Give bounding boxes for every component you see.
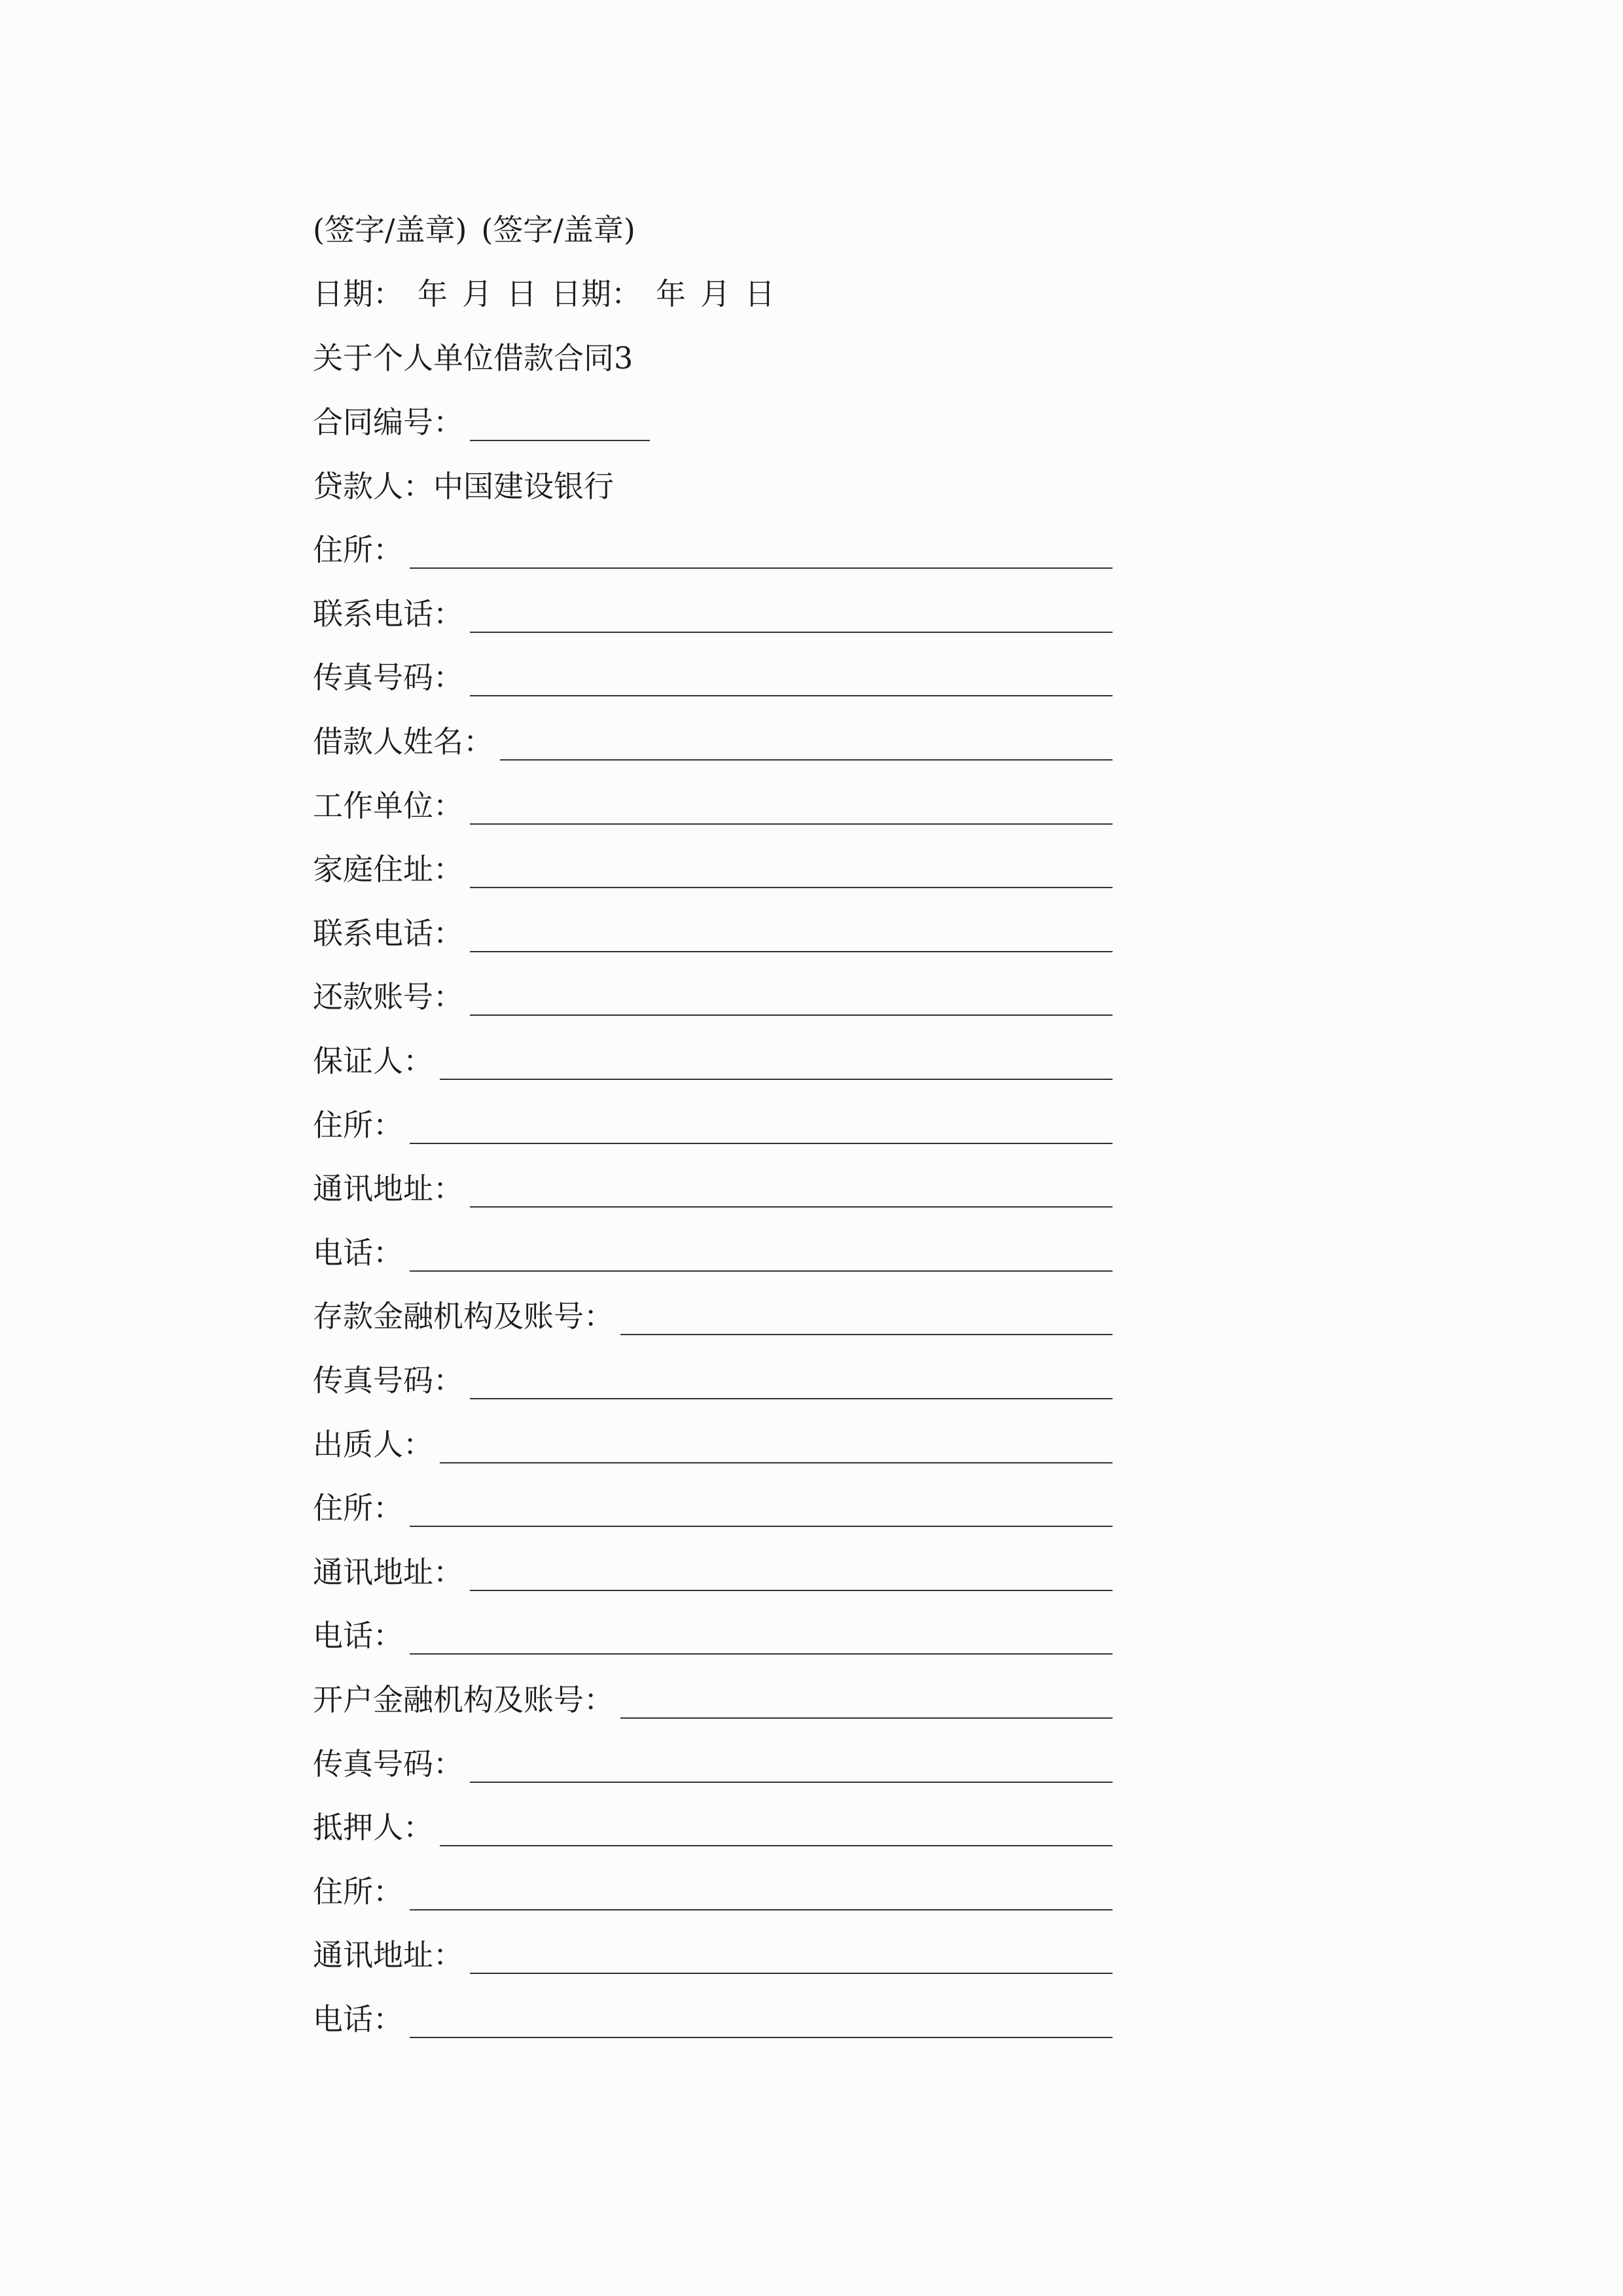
fill-in-blank[interactable] [620, 1717, 1113, 1719]
date-year-left: 年 [418, 276, 448, 312]
fill-in-blank[interactable] [470, 1397, 1113, 1399]
field-label: 出质人： [313, 1427, 433, 1462]
fill-in-blank[interactable] [410, 1142, 1113, 1144]
date-month-left: 月 [462, 276, 492, 312]
date-day-right: 日 [745, 276, 775, 312]
document-title-row [313, 325, 633, 377]
field-label: 还款账号： [313, 979, 463, 1014]
field-label: 传真号码： [313, 1746, 463, 1782]
form-field-row [313, 708, 1113, 761]
form-field-row [313, 1475, 1113, 1527]
form-field-row [313, 1347, 1113, 1399]
fill-in-blank[interactable] [620, 1333, 1113, 1335]
field-label: 保证人： [313, 1043, 433, 1079]
form-field-row [313, 389, 650, 441]
field-label: 家庭住址： [313, 852, 463, 887]
field-label: 开户金融机构及账号： [313, 1682, 614, 1717]
fill-in-blank[interactable] [500, 759, 1113, 761]
fill-in-blank[interactable] [470, 1781, 1113, 1783]
field-label: 通讯地址： [313, 1937, 463, 1973]
fill-in-blank[interactable] [470, 694, 1113, 696]
date-label-left: 日期： [313, 276, 403, 312]
field-label: 联系电话： [313, 916, 463, 951]
field-label: 住所： [313, 1874, 403, 1909]
form-field-row [313, 1858, 1113, 1910]
form-field-row [313, 1602, 1113, 1655]
fill-in-blank[interactable] [410, 2036, 1113, 2038]
fill-in-blank[interactable] [410, 1653, 1113, 1655]
form-field-row [313, 900, 1113, 952]
form-field-row [313, 1155, 1113, 1208]
date-month-right: 月 [700, 276, 730, 312]
field-label: 存款金融机构及账号： [313, 1299, 614, 1334]
fill-in-blank[interactable] [470, 1589, 1113, 1591]
date-year-right: 年 [656, 276, 686, 312]
form-field-row [313, 581, 1113, 633]
date-day-left: 日 [507, 276, 537, 312]
fill-in-blank[interactable] [470, 823, 1113, 825]
fill-in-blank[interactable] [470, 1206, 1113, 1208]
date-label-right: 日期： [551, 276, 641, 312]
field-label: 电话： [313, 2001, 403, 2037]
document-title: 关于个人单位借款合同3 [313, 340, 633, 376]
form-field-row [313, 836, 1113, 888]
form-field-row [313, 1794, 1113, 1846]
form-field-row [313, 1731, 1113, 1783]
signature-left: (签字/盖章) [313, 212, 467, 247]
field-label: 住所： [313, 1107, 403, 1143]
signature-right: (签字/盖章) [481, 212, 635, 247]
fill-in-blank[interactable] [470, 1972, 1113, 1974]
fill-in-blank[interactable] [410, 1909, 1113, 1910]
field-label: 贷款人：中国建设银行 [313, 469, 614, 504]
form-field-row [313, 1922, 1113, 1974]
form-field-row [313, 1666, 1113, 1719]
form-field-row [313, 453, 614, 505]
form-field-row [313, 963, 1113, 1016]
fill-in-blank[interactable] [470, 886, 1113, 888]
fill-in-blank[interactable] [470, 439, 650, 441]
form-field-row [313, 516, 1113, 569]
fill-in-blank[interactable] [410, 1525, 1113, 1527]
field-label: 通讯地址： [313, 1554, 463, 1590]
form-field-row [313, 1092, 1113, 1144]
form-field-row [313, 1283, 1113, 1335]
form-field-row [313, 1411, 1113, 1463]
field-label: 电话： [313, 1235, 403, 1270]
fill-in-blank[interactable] [470, 950, 1113, 952]
field-label: 借款人姓名： [313, 724, 493, 759]
field-label: 住所： [313, 532, 403, 567]
field-label: 通讯地址： [313, 1171, 463, 1206]
fill-in-blank[interactable] [440, 1462, 1113, 1463]
field-label: 住所： [313, 1490, 403, 1526]
form-field-row [313, 1539, 1113, 1591]
field-label: 传真号码： [313, 660, 463, 695]
fill-in-blank[interactable] [440, 1078, 1113, 1080]
form-field-row [313, 1028, 1113, 1080]
field-label: 联系电话： [313, 596, 463, 632]
form-field-row [313, 1219, 1113, 1272]
signature-row [313, 196, 635, 249]
fill-in-blank[interactable] [440, 1844, 1113, 1846]
fill-in-blank[interactable] [410, 567, 1113, 569]
field-label: 电话： [313, 1618, 403, 1653]
form-field-row [313, 644, 1113, 696]
form-field-row [313, 1986, 1113, 2038]
field-label: 抵押人： [313, 1810, 433, 1845]
field-label: 工作单位： [313, 788, 463, 823]
field-label: 传真号码： [313, 1363, 463, 1398]
fill-in-blank[interactable] [470, 631, 1113, 633]
fill-in-blank[interactable] [470, 1014, 1113, 1016]
fill-in-blank[interactable] [410, 1270, 1113, 1272]
date-row [313, 260, 775, 313]
field-label: 合同编号： [313, 404, 463, 440]
form-field-row [313, 772, 1113, 825]
